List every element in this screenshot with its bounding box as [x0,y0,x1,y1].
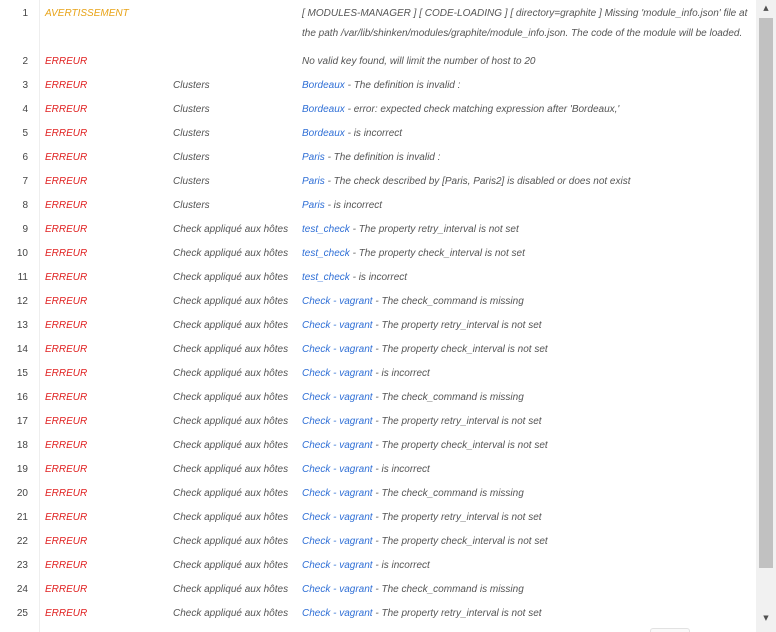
log-row-category: Check appliqué aux hôtes [173,248,289,259]
log-row-object-link[interactable]: Check - vagrant [302,464,373,475]
error-level-label: ERREUR [45,464,88,475]
error-level-label: ERREUR [45,296,88,307]
log-row-message [302,532,748,552]
log-row-category: Clusters [173,104,210,115]
log-row [0,432,756,456]
log-row-number: 10 [16,248,28,259]
error-level-label: ERREUR [45,128,88,139]
error-level-label: ERREUR [45,440,88,451]
log-row-number: 8 [22,200,28,211]
log-row-message-text: No valid key found, will limit the number of host to 20 [302,56,536,67]
log-row-message [302,196,748,216]
log-row [0,144,756,168]
log-row-number: 6 [22,152,28,163]
log-row-number: 23 [16,560,28,571]
log-row-category: Clusters [173,200,210,211]
log-row-message-text: - The property retry_interval is not set [372,416,542,427]
error-level-label: ERREUR [45,560,88,571]
log-row-object-link[interactable]: Check - vagrant [302,392,373,403]
log-row-number: 12 [16,296,28,307]
log-row-message-text: - The check_command is missing [372,584,524,595]
log-row-object-link[interactable]: Check - vagrant [302,440,373,451]
log-row-number: 2 [22,56,28,67]
log-row-message-text: - The property check_interval is not set [372,440,548,451]
log-row-message-text: - The property check_interval is not set [349,248,525,259]
log-row-object-link[interactable]: Check - vagrant [302,488,373,499]
warning-level-label: AVERTISSEMENT [45,8,129,19]
log-row [0,216,756,240]
log-row-object-link[interactable]: Check - vagrant [302,608,373,619]
log-row-object-link[interactable]: test_check [302,272,350,283]
log-row [0,408,756,432]
log-row-category: Check appliqué aux hôtes [173,392,289,403]
log-row-number: 16 [16,392,28,403]
error-level-label: ERREUR [45,536,88,547]
log-row-message [302,124,748,144]
vertical-scrollbar[interactable] [756,0,776,632]
log-row-number: 3 [22,80,28,91]
error-level-label: ERREUR [45,224,88,235]
log-row-object-link[interactable]: Check - vagrant [302,344,373,355]
log-row-message [302,172,748,192]
log-row-message-text: - The property retry_interval is not set [372,320,542,331]
log-row-object-link[interactable]: Check - vagrant [302,584,373,595]
log-row-message [302,460,748,480]
log-row-message [302,148,748,168]
log-row-number: 11 [17,272,28,283]
log-row-message [302,316,748,336]
log-row-message [302,436,748,456]
log-row-category: Check appliqué aux hôtes [173,224,289,235]
log-row-message-text: - The check_command is missing [372,296,524,307]
log-row-message-text: - is incorrect [349,272,408,283]
log-row-number: 18 [16,440,28,451]
log-row-object-link[interactable]: Check - vagrant [302,536,373,547]
log-row [0,456,756,480]
log-row-number: 25 [16,608,28,619]
log-row-category: Clusters [173,128,210,139]
log-row [0,240,756,264]
log-row-message [302,556,748,576]
log-row-number: 15 [16,368,28,379]
log-row-message-text: - The definition is invalid : [344,80,461,91]
log-row-object-link[interactable]: Paris [302,176,325,187]
log-row [0,48,756,72]
log-row-object-link[interactable]: Check - vagrant [302,512,373,523]
log-row-message-text: - The property check_interval is not set [372,536,548,547]
log-row-object-link[interactable]: test_check [302,248,350,259]
log-row-category: Check appliqué aux hôtes [173,536,289,547]
error-level-label: ERREUR [45,152,88,163]
log-row-category: Check appliqué aux hôtes [173,296,289,307]
log-row-number: 1 [22,8,28,19]
log-row-number: 21 [16,512,28,523]
log-row [0,96,756,120]
log-row-message [302,244,748,264]
log-row [0,72,756,96]
log-row-message-text: - The check_command is missing [372,488,524,499]
log-row-object-link[interactable]: Check - vagrant [302,296,373,307]
log-row-object-link[interactable]: Check - vagrant [302,320,373,331]
scroll-down-arrow-icon[interactable]: ▼ [763,614,769,622]
log-row-message [302,340,748,360]
error-level-label: ERREUR [45,104,88,115]
log-row-object-link[interactable]: Paris [302,200,325,211]
log-row-message [302,508,748,528]
bottom-panel-tab[interactable] [650,628,690,632]
log-row-category: Check appliqué aux hôtes [173,344,289,355]
log-row-number: 4 [22,104,28,115]
log-row-message-text: - is incorrect [372,464,430,475]
error-level-label: ERREUR [45,584,88,595]
log-row-category: Check appliqué aux hôtes [173,368,289,379]
log-row-object-link[interactable]: Bordeaux [302,128,345,139]
log-row-message-text: - is incorrect [344,128,403,139]
log-row-category: Clusters [173,176,210,187]
log-row [0,384,756,408]
log-row-message [302,100,748,120]
log-row [0,312,756,336]
log-row [0,0,756,48]
log-row-object-link[interactable]: test_check [302,224,350,235]
log-row-message-text: - is incorrect [372,560,430,571]
log-row-category: Check appliqué aux hôtes [173,560,289,571]
log-row-number: 9 [22,224,28,235]
log-row [0,576,756,600]
log-row-message [302,292,748,312]
error-level-label: ERREUR [45,320,88,331]
log-row-object-link[interactable]: Bordeaux [302,80,345,91]
log-row-object-link[interactable]: Paris [302,152,325,163]
log-row-message [302,364,748,384]
error-level-label: ERREUR [45,200,88,211]
scrollbar-thumb[interactable] [759,18,773,568]
log-row [0,192,756,216]
log-row-message-text: [ MODULES-MANAGER ] [ CODE-LOADING ] [ directory=graphite ] Missing 'module_info.json' file at the path /var/lib/shinken/modules/graphite/module_info.json. The code of the module will be loaded. [302,8,748,39]
error-level-label: ERREUR [45,344,88,355]
log-row-category: Check appliqué aux hôtes [173,416,289,427]
log-row-category: Check appliqué aux hôtes [173,584,289,595]
log-row-category: Clusters [173,80,210,91]
log-row-category: Check appliqué aux hôtes [173,440,289,451]
log-row [0,264,756,288]
error-level-label: ERREUR [45,368,88,379]
log-row-message-text: - is incorrect [372,368,430,379]
log-row-object-link[interactable]: Check - vagrant [302,368,373,379]
log-row-message-text: - The check_command is missing [372,392,524,403]
error-level-label: ERREUR [45,56,88,67]
log-row-message-text: - The property retry_interval is not set [349,224,519,235]
log-row [0,360,756,384]
log-row-object-link[interactable]: Check - vagrant [302,416,373,427]
log-row-object-link[interactable]: Check - vagrant [302,560,373,571]
log-row [0,504,756,528]
error-level-label: ERREUR [45,80,88,91]
log-row-category: Check appliqué aux hôtes [173,608,289,619]
log-row [0,552,756,576]
log-row-category: Check appliqué aux hôtes [173,488,289,499]
log-row-message-text: - The property check_interval is not set [372,344,548,355]
error-level-label: ERREUR [45,416,88,427]
log-row-message-text: - is incorrect [324,200,383,211]
log-row [0,600,756,624]
scroll-up-arrow-icon[interactable]: ▲ [763,4,769,12]
log-row [0,120,756,144]
log-row-message [302,4,748,44]
log-row-message [302,268,748,288]
error-level-label: ERREUR [45,272,88,283]
log-row-message-text: - error: expected check matching expression after 'Bordeaux,' [344,104,620,115]
log-row [0,336,756,360]
error-level-label: ERREUR [45,488,88,499]
log-row-number: 20 [16,488,28,499]
log-row-number: 14 [16,344,28,355]
log-row-message [302,580,748,600]
error-level-label: ERREUR [45,608,88,619]
log-row-number: 24 [16,584,28,595]
log-row-message-text: - The property retry_interval is not set [372,512,542,523]
log-row-message [302,52,748,72]
log-row-category: Check appliqué aux hôtes [173,320,289,331]
log-row-message-text: - The property retry_interval is not set [372,608,542,619]
log-row-category: Check appliqué aux hôtes [173,512,289,523]
error-level-label: ERREUR [45,512,88,523]
error-level-label: ERREUR [45,392,88,403]
log-row [0,528,756,552]
log-row-number: 7 [22,176,28,187]
log-row-number: 13 [16,320,28,331]
error-level-label: ERREUR [45,248,88,259]
log-row-number: 5 [22,128,28,139]
log-row-object-link[interactable]: Bordeaux [302,104,345,115]
log-row-number: 19 [16,464,28,475]
log-row [0,168,756,192]
log-row [0,480,756,504]
log-row-message [302,76,748,96]
log-row-message [302,604,748,624]
log-row-message-text: - The definition is invalid : [324,152,441,163]
log-row-message [302,412,748,432]
log-row-message [302,220,748,240]
log-row-number: 17 [16,416,28,427]
log-row-category: Clusters [173,152,210,163]
log-row-category: Check appliqué aux hôtes [173,272,289,283]
error-level-label: ERREUR [45,176,88,187]
log-row-category: Check appliqué aux hôtes [173,464,289,475]
log-row-message-text: - The check described by [Paris, Paris2] is disabled or does not exist [324,176,631,187]
log-row-message [302,388,748,408]
log-row-message [302,484,748,504]
log-row [0,288,756,312]
log-row-number: 22 [16,536,28,547]
